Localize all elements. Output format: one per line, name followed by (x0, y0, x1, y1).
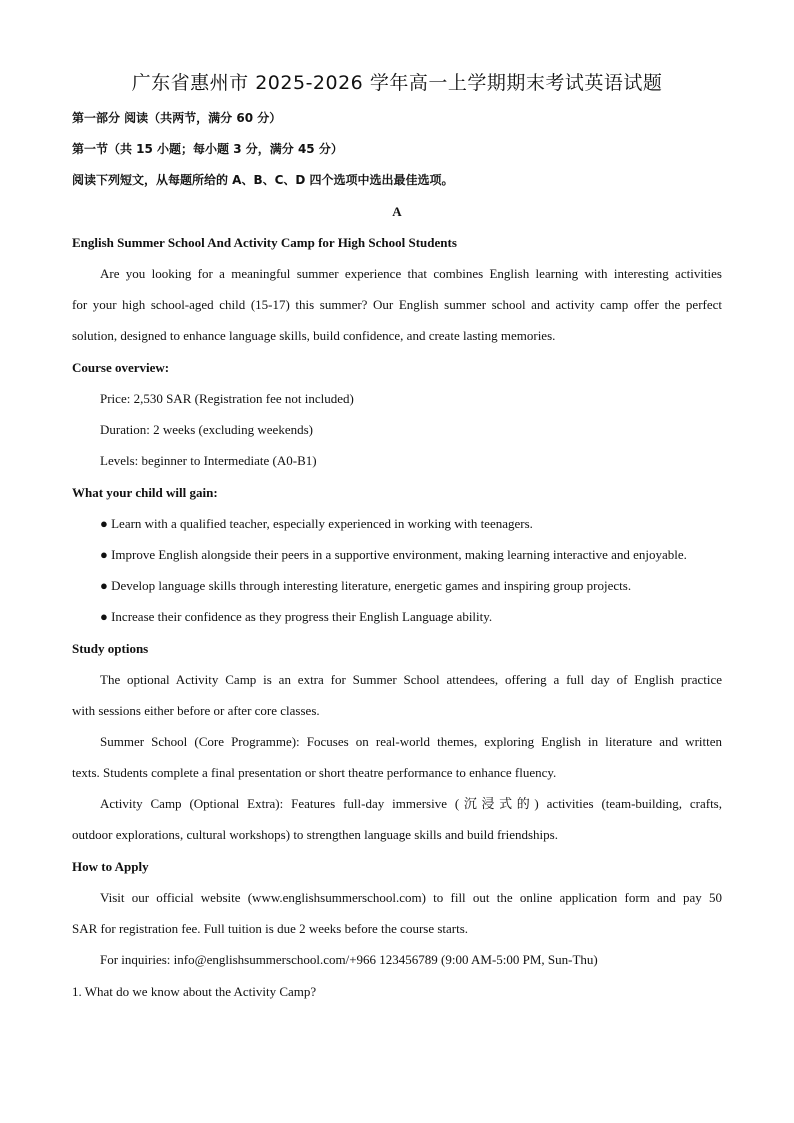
study-options-heading: Study options (72, 641, 149, 656)
course-overview-heading: Course overview: (72, 360, 170, 375)
study-options-line: outdoor explorations, cultural workshops) to strengthen language skills and build friendships. (72, 827, 558, 842)
apply-line: SAR for registration fee. Full tuition is due 2 weeks before the course starts. (72, 921, 469, 936)
question-1: 1. What do we know about the Activity Camp? (72, 984, 317, 999)
study-options-line: with sessions either before or after core classes. (72, 703, 320, 718)
study-options-line: Summer School (Core Programme): Focuses on real-world themes, exploring English in literature and written (100, 734, 722, 749)
study-options-line: texts. Students complete a final presentation or short theatre performance to enhance fluency. (72, 765, 557, 780)
intro-line: Are you looking for a meaningful summer experience that combines English learning with interesting activities (100, 266, 722, 281)
intro-line: solution, designed to enhance language skills, build confidence, and create lasting memories. (72, 328, 556, 343)
part1-heading: 第一部分 阅读（共两节，满分 60 分） (72, 111, 282, 125)
course-overview-item: Duration: 2 weeks (excluding weekends) (100, 422, 313, 437)
course-overview-item: Levels: beginner to Intermediate (A0-B1) (100, 453, 317, 468)
course-overview-item: Price: 2,530 SAR (Registration fee not included) (100, 391, 354, 406)
intro-line: for your high school-aged child (15-17) this summer? Our English summer school and activity camp offer the perfect (72, 297, 722, 312)
gain-item: ● Develop language skills through interesting literature, energetic games and inspiring group projects. (100, 578, 632, 593)
passage-letter: A (392, 204, 402, 219)
gain-heading: What your child will gain: (72, 485, 218, 500)
how-to-apply-heading: How to Apply (72, 859, 149, 874)
page-title: 广东省惠州市 2025-2026 学年高一上学期期末考试英语试题 (131, 72, 663, 94)
inquiries-line: For inquiries: info@englishsummerschool.com/+966 123456789 (9:00 AM-5:00 PM, Sun-Thu) (100, 952, 598, 967)
section1-heading: 第一节（共 15 小题；每小题 3 分，满分 45 分） (72, 142, 343, 156)
study-options-line: Activity Camp (Optional Extra): Features full-day immersive (沉浸式的) activities (team-building, crafts, (100, 796, 722, 811)
instruction: 阅读下列短文，从每题所给的 A、B、C、D 四个选项中选出最佳选项。 (72, 173, 454, 187)
gain-item: ● Learn with a qualified teacher, especially experienced in working with teenagers. (100, 516, 533, 531)
gain-item: ● Improve English alongside their peers in a supportive environment, making learning interactive and enjoyable. (100, 547, 687, 562)
gain-item: ● Increase their confidence as they progress their English Language ability. (100, 609, 493, 624)
study-options-line: The optional Activity Camp is an extra for Summer School attendees, offering a full day of English practice (100, 672, 722, 687)
passage-title: English Summer School And Activity Camp for High School Students (72, 235, 457, 250)
apply-line: Visit our official website (www.englishsummerschool.com) to fill out the online application form and pay 50 (100, 890, 722, 905)
